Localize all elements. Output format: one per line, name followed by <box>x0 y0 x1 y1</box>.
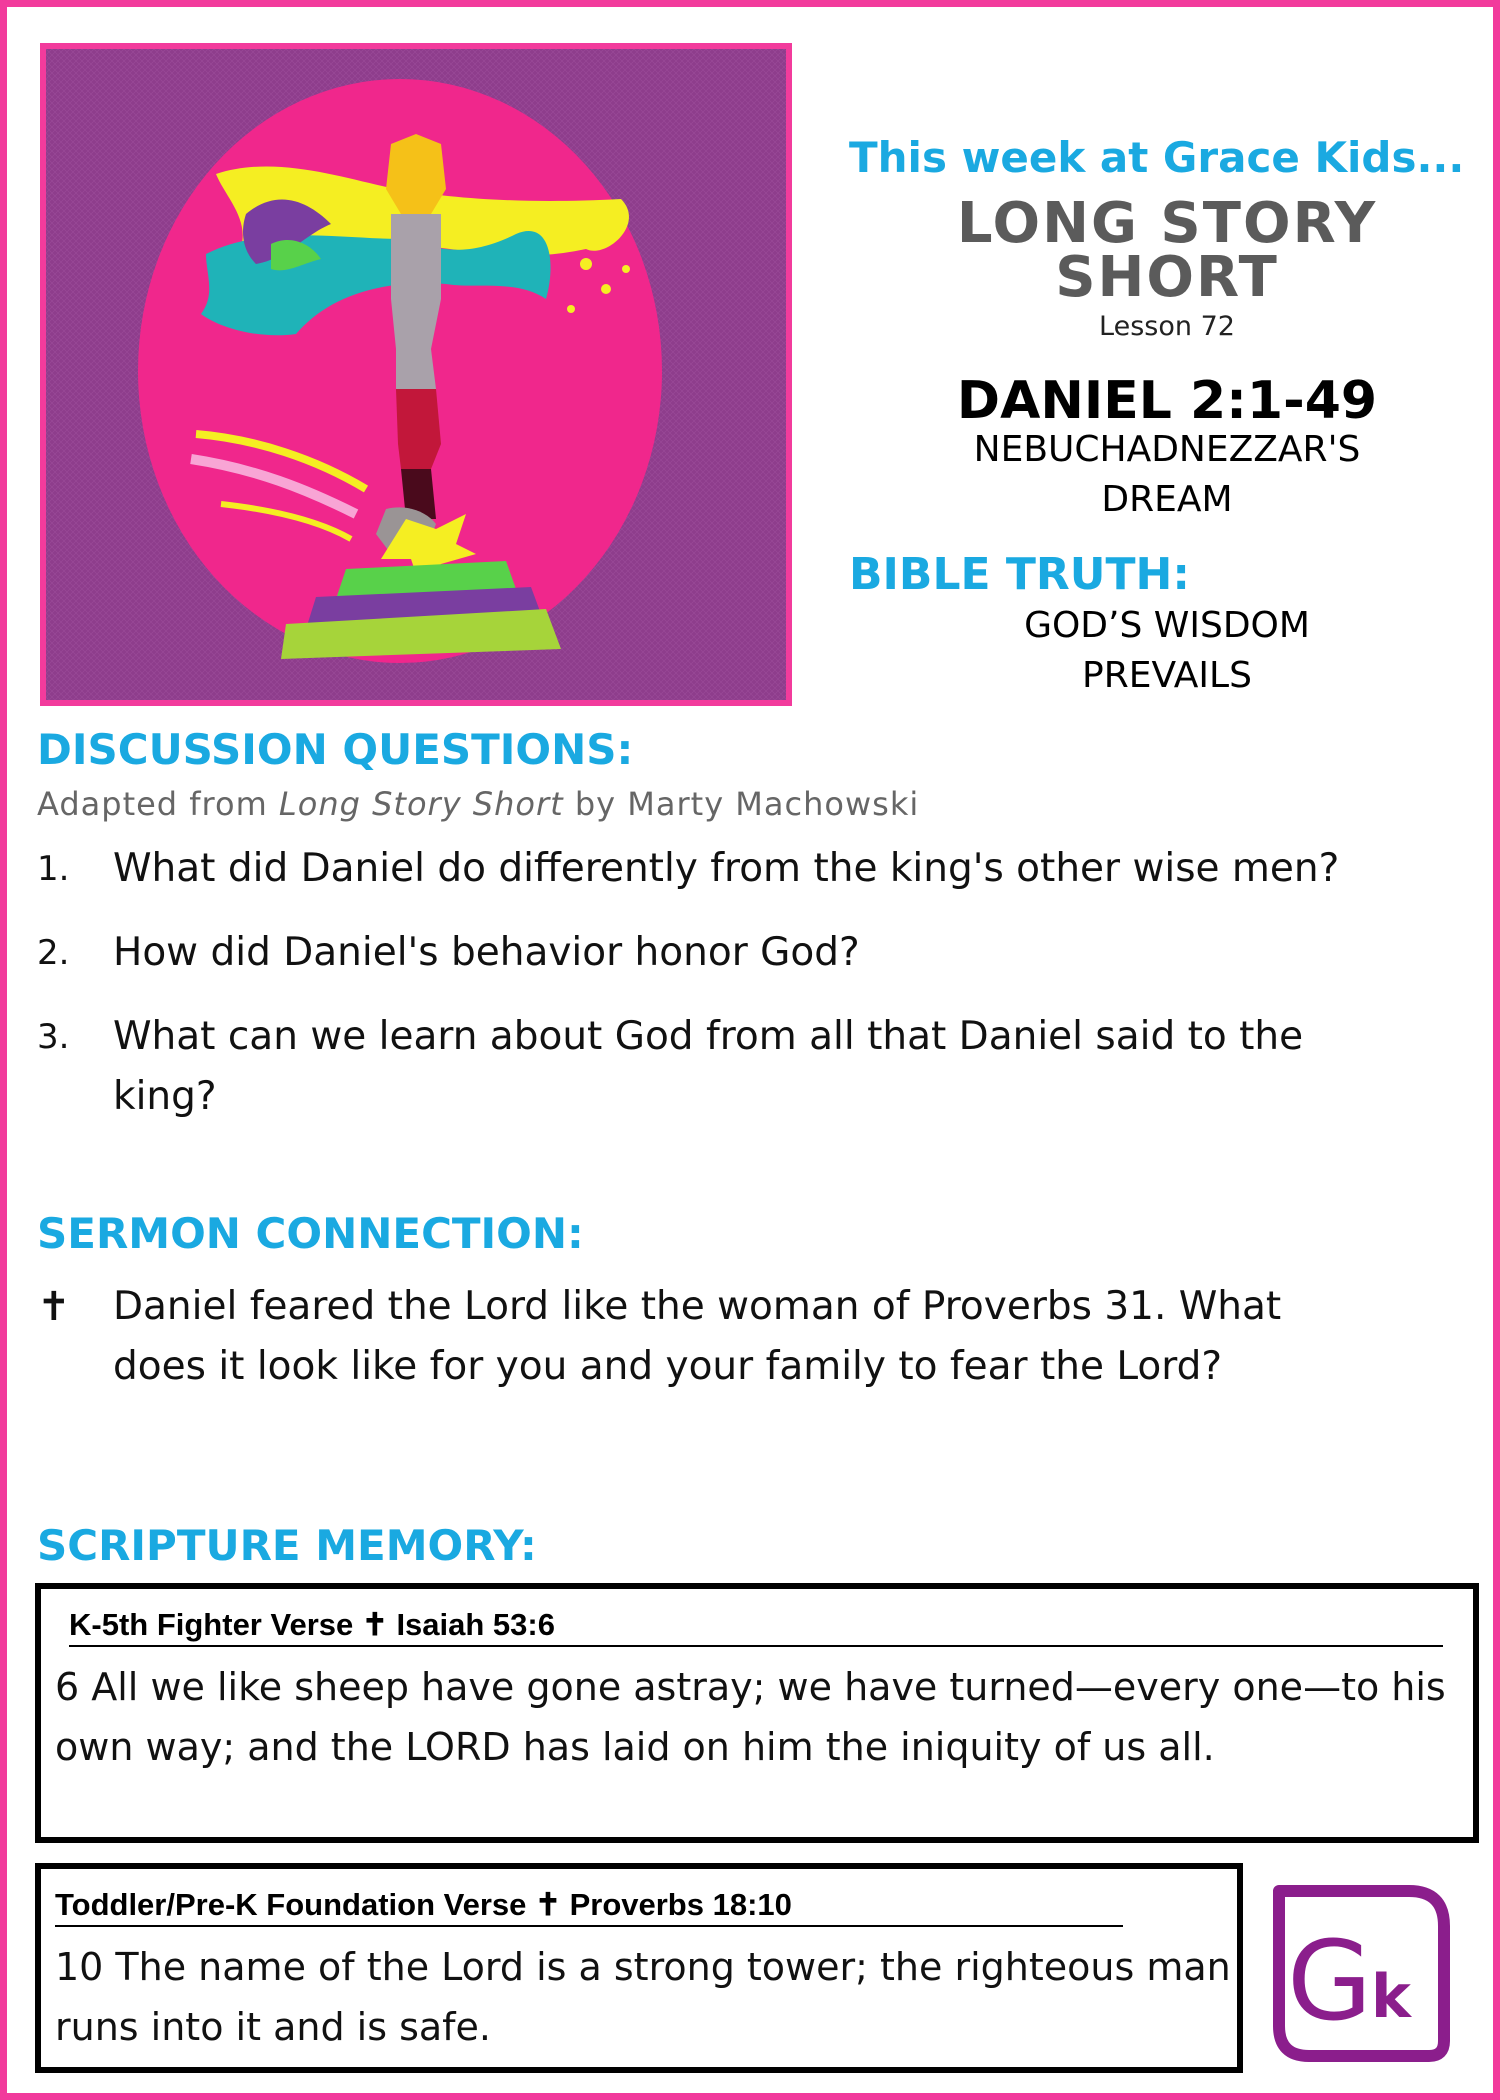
series-title-line: SHORT <box>1055 245 1279 310</box>
logo-letter-k: k <box>1371 1962 1411 2032</box>
scripture-memory-heading: SCRIPTURE MEMORY: <box>37 1521 537 1570</box>
bible-truth-line: PREVAILS <box>1082 655 1252 696</box>
k5-verse-heading: K-5th Fighter Verse ✝ Isaiah 53:6 <box>69 1607 1443 1647</box>
toddler-verse-box <box>35 1863 1243 2073</box>
list-item <box>37 839 1367 899</box>
k5-verse-box <box>35 1583 1479 1843</box>
bible-truth-label: BIBLE TRUTH: <box>849 549 1190 600</box>
question-text: What can we learn about God from all that Daniel said to the king? <box>113 1014 1304 1119</box>
story-title-line: NEBUCHADNEZZAR'S <box>973 429 1361 470</box>
logo-letter-g: G <box>1287 1917 1373 2045</box>
scripture-reference: DANIEL 2:1-49 <box>956 371 1378 431</box>
question-text: How did Daniel's behavior honor God? <box>113 930 860 975</box>
question-number: 3. <box>37 1017 70 1057</box>
attribution-author: by Marty Machowski <box>563 785 920 823</box>
bible-truth <box>947 601 1387 701</box>
attribution <box>37 785 919 823</box>
statue-artwork <box>46 49 786 700</box>
cross-icon: ✝ <box>37 1284 71 1330</box>
lesson-number: Lesson 72 <box>1099 311 1235 342</box>
story-title <box>887 425 1447 525</box>
attribution-book: Long Story Short <box>278 785 564 823</box>
attribution-prefix: Adapted from <box>37 785 279 823</box>
k5-verse-text: 6 All we like sheep have gone astray; we have turned—every one—to his own way; and the LORD has laid on him the iniquity of us all. <box>55 1665 1446 1769</box>
lesson-illustration <box>40 43 792 706</box>
story-title-line: DREAM <box>1101 479 1233 520</box>
sermon-heading: SERMON CONNECTION: <box>37 1209 584 1258</box>
question-list <box>37 839 1367 1151</box>
bible-truth-line: GOD’S WISDOM <box>1024 605 1310 646</box>
sermon-connection <box>37 1277 1367 1397</box>
discussion-heading: DISCUSSION QUESTIONS: <box>37 725 634 774</box>
toddler-verse-text: 10 The name of the Lord is a strong tower; the righteous man runs into it and is safe. <box>55 1945 1231 2049</box>
intro-heading: This week at Grace Kids... <box>849 133 1465 182</box>
series-title-line: LONG STORY <box>956 191 1378 256</box>
question-number: 1. <box>37 849 70 889</box>
series-title <box>887 191 1447 310</box>
question-text: What did Daniel do differently from the king's other wise men? <box>113 846 1340 891</box>
grace-kids-logo <box>1259 1871 1459 2071</box>
list-item <box>37 1007 1367 1127</box>
question-number: 2. <box>37 933 70 973</box>
list-item <box>37 923 1367 983</box>
sermon-text: Daniel feared the Lord like the woman of Proverbs 31. What does it look like for you and your family to fear the Lord? <box>113 1284 1282 1389</box>
toddler-verse-heading: Toddler/Pre-K Foundation Verse ✝ Proverbs 18:10 <box>55 1887 1123 1927</box>
